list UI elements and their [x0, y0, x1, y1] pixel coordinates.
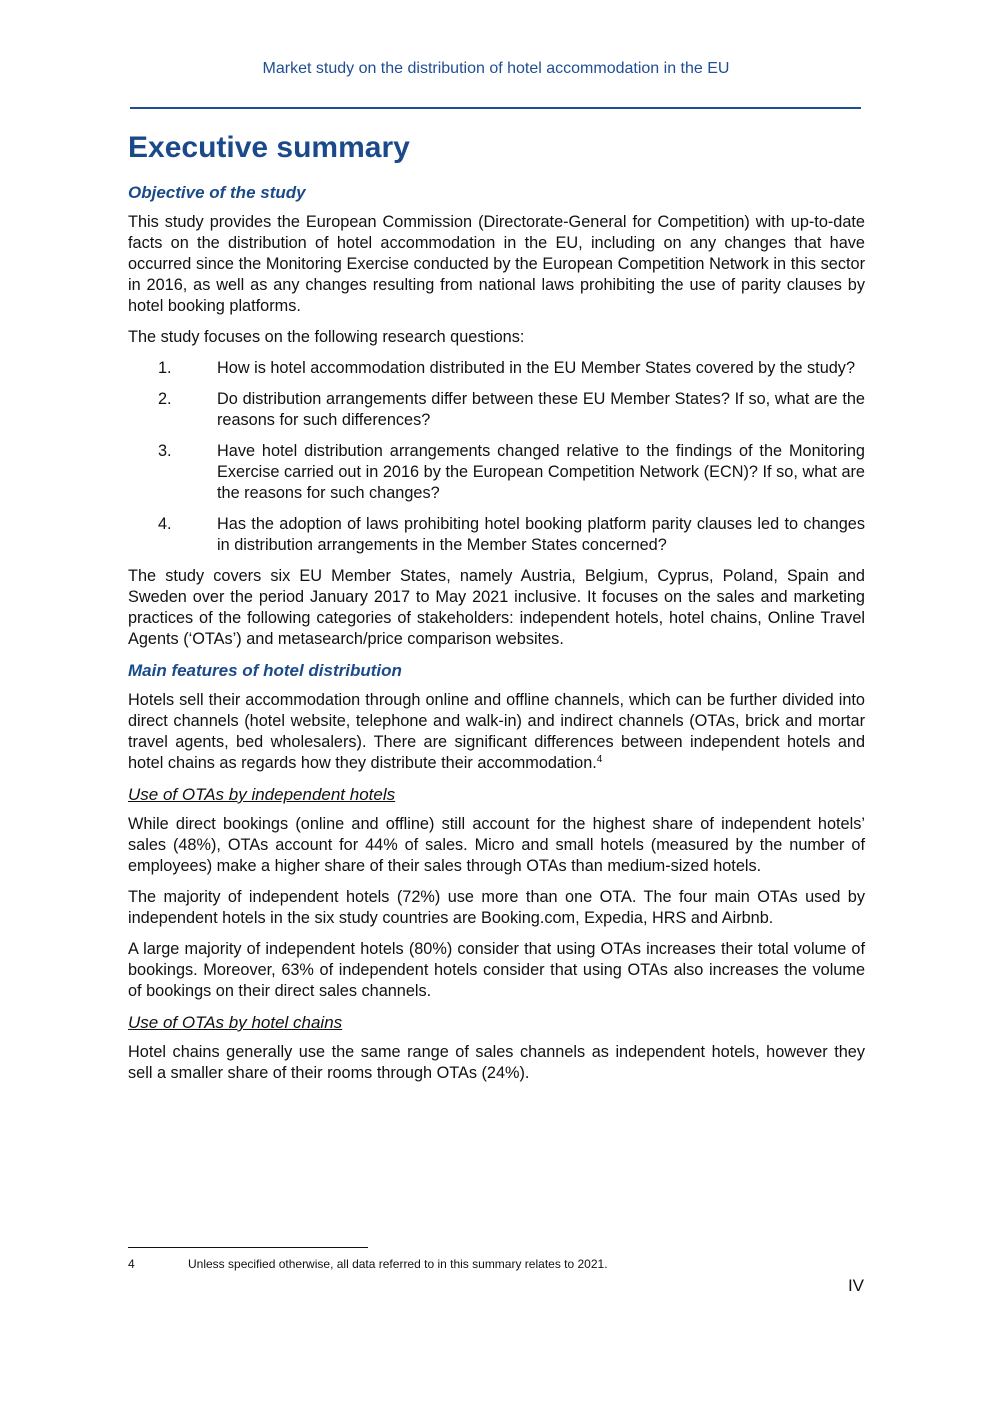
list-item-text: How is hotel accommodation distributed in the EU Member States covered by the study? — [217, 359, 855, 377]
page-content — [128, 128, 865, 1094]
research-questions-list — [128, 358, 865, 556]
paragraph: The majority of independent hotels (72%) use more than one OTA. The four main OTAs used by independent hotels in the six study countries are Booking.com, Expedia, HRS and Airbnb. — [128, 888, 865, 927]
paragraph: This study provides the European Commission (Directorate-General for Competition) with up-to-date facts on the distribution of hotel accommodation in the EU, including on any changes that have occurred since the Monitoring Exercise conducted by the European Competition Network in this sector in 2016, as well as any changes resulting from national laws prohibiting the use of parity clauses by hotel booking platforms. — [128, 213, 865, 315]
list-item — [128, 514, 865, 556]
paragraph: While direct bookings (online and offline) still account for the highest share of independent hotels’ sales (48%), OTAs account for 44% of sales. Micro and small hotels (measured by the number of employees) make a higher share of their sales through OTAs than medium-sized hotels. — [128, 815, 865, 875]
paragraph-with-footnote — [128, 690, 865, 774]
list-item — [128, 441, 865, 504]
paragraph: The study focuses on the following research questions: — [128, 328, 525, 346]
footnote-divider — [128, 1247, 368, 1248]
list-item — [128, 358, 865, 379]
footnote-number: 4 — [128, 1257, 135, 1271]
list-item-number: 1. — [158, 359, 172, 377]
page-title: Executive summary — [128, 131, 410, 164]
footnote — [128, 1257, 865, 1272]
list-item-number: 3. — [158, 442, 172, 460]
paragraph: Hotel chains generally use the same range of sales channels as independent hotels, however they sell a smaller share of their rooms through OTAs (24%). — [128, 1043, 865, 1082]
subsection-heading-independent: Use of OTAs by independent hotels — [128, 785, 396, 804]
list-item-number: 2. — [158, 390, 172, 408]
page-number: IV — [847, 1276, 864, 1295]
paragraph-text: Hotels sell their accommodation through online and offline channels, which can be further divided into direct channels (hotel website, telephone and walk-in) and indirect channels (OTAs, brick and mortar travel agents, bed wholesalers). There are significant differences between independent hotels and hotel chains as regards how they distribute their accommodation. — [128, 691, 865, 772]
list-item-number: 4. — [158, 515, 172, 533]
footnote-reference[interactable]: 4 — [596, 754, 603, 765]
footnote-text: Unless specified otherwise, all data referred to in this summary relates to 2021. — [188, 1257, 608, 1271]
subsection-heading-chains: Use of OTAs by hotel chains — [128, 1013, 343, 1032]
section-heading-objective: Objective of the study — [128, 183, 306, 202]
paragraph: The study covers six EU Member States, namely Austria, Belgium, Cyprus, Poland, Spain and Sweden over the period January 2017 to May 2021 inclusive. It focuses on the sales and marketing practices of the following categories of stakeholders: independent hotels, hotel chains, Online Travel Agents (‘OTAs’) and metasearch/price comparison websites. — [128, 567, 865, 648]
list-item-text: Have hotel distribution arrangements changed relative to the findings of the Monitoring Exercise carried out in 2016 by the European Competition Network (ECN)? If so, what are the reasons for such changes? — [217, 442, 865, 502]
header-divider — [130, 107, 861, 109]
running-header: Market study on the distribution of hotel accommodation in the EU — [262, 60, 730, 77]
list-item — [128, 389, 865, 431]
list-item-text: Has the adoption of laws prohibiting hotel booking platform parity clauses led to changes in distribution arrangements in the Member States concerned? — [217, 515, 865, 554]
paragraph: A large majority of independent hotels (80%) consider that using OTAs increases their total volume of bookings. Moreover, 63% of independent hotels consider that using OTAs also increases the volume of bookings on their direct sales channels. — [128, 940, 865, 1000]
list-item-text: Do distribution arrangements differ between these EU Member States? If so, what are the reasons for such differences? — [217, 390, 865, 429]
section-heading-features: Main features of hotel distribution — [128, 661, 402, 680]
